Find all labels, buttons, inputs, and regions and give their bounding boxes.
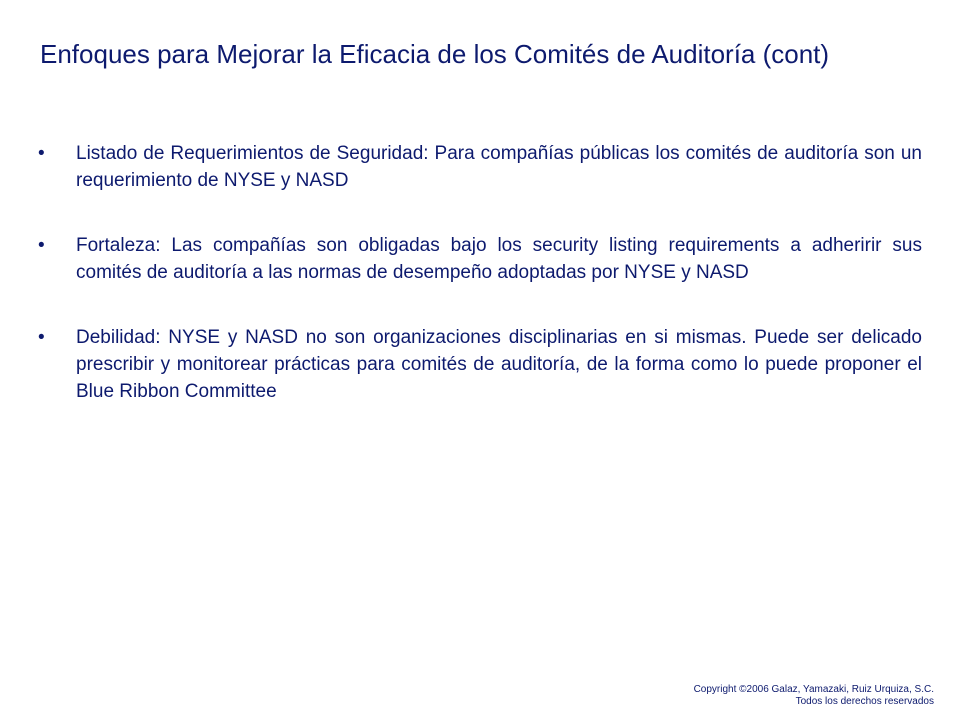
footer-rights: Todos los derechos reservados xyxy=(795,696,934,707)
bullet-marker: • xyxy=(38,143,45,164)
footer xyxy=(694,684,934,708)
bullet-text: Listado de Requerimientos de Seguridad: Para compañías públicas los comités de auditoría son un requerimiento de NYSE y NASD xyxy=(76,143,922,191)
bullet-marker: • xyxy=(38,235,45,256)
bullet-marker: • xyxy=(38,327,45,348)
bullet-list xyxy=(38,140,922,405)
bullet-item-weakness xyxy=(38,324,922,405)
bullet-item-strength xyxy=(38,232,922,286)
slide-title: Enfoques para Mejorar la Eficacia de los Comités de Auditoría (cont) xyxy=(40,39,830,69)
footer-copyright: Copyright ©2006 Galaz, Yamazaki, Ruiz Urquiza, S.C. xyxy=(693,684,934,695)
bullet-text: Fortaleza: Las compañías son obligadas bajo los security listing requirements a adheririr sus comités de auditoría a las normas de desempeño adoptadas por NYSE y NASD xyxy=(76,235,922,283)
bullet-item-security-listing xyxy=(38,140,922,194)
bullet-text: Debilidad: NYSE y NASD no son organizaciones disciplinarias en si mismas. Puede ser delicado prescribir y monitorear prácticas para comités de auditoría, de la forma como lo puede proponer el Blue Ribbon Committee xyxy=(76,327,922,402)
